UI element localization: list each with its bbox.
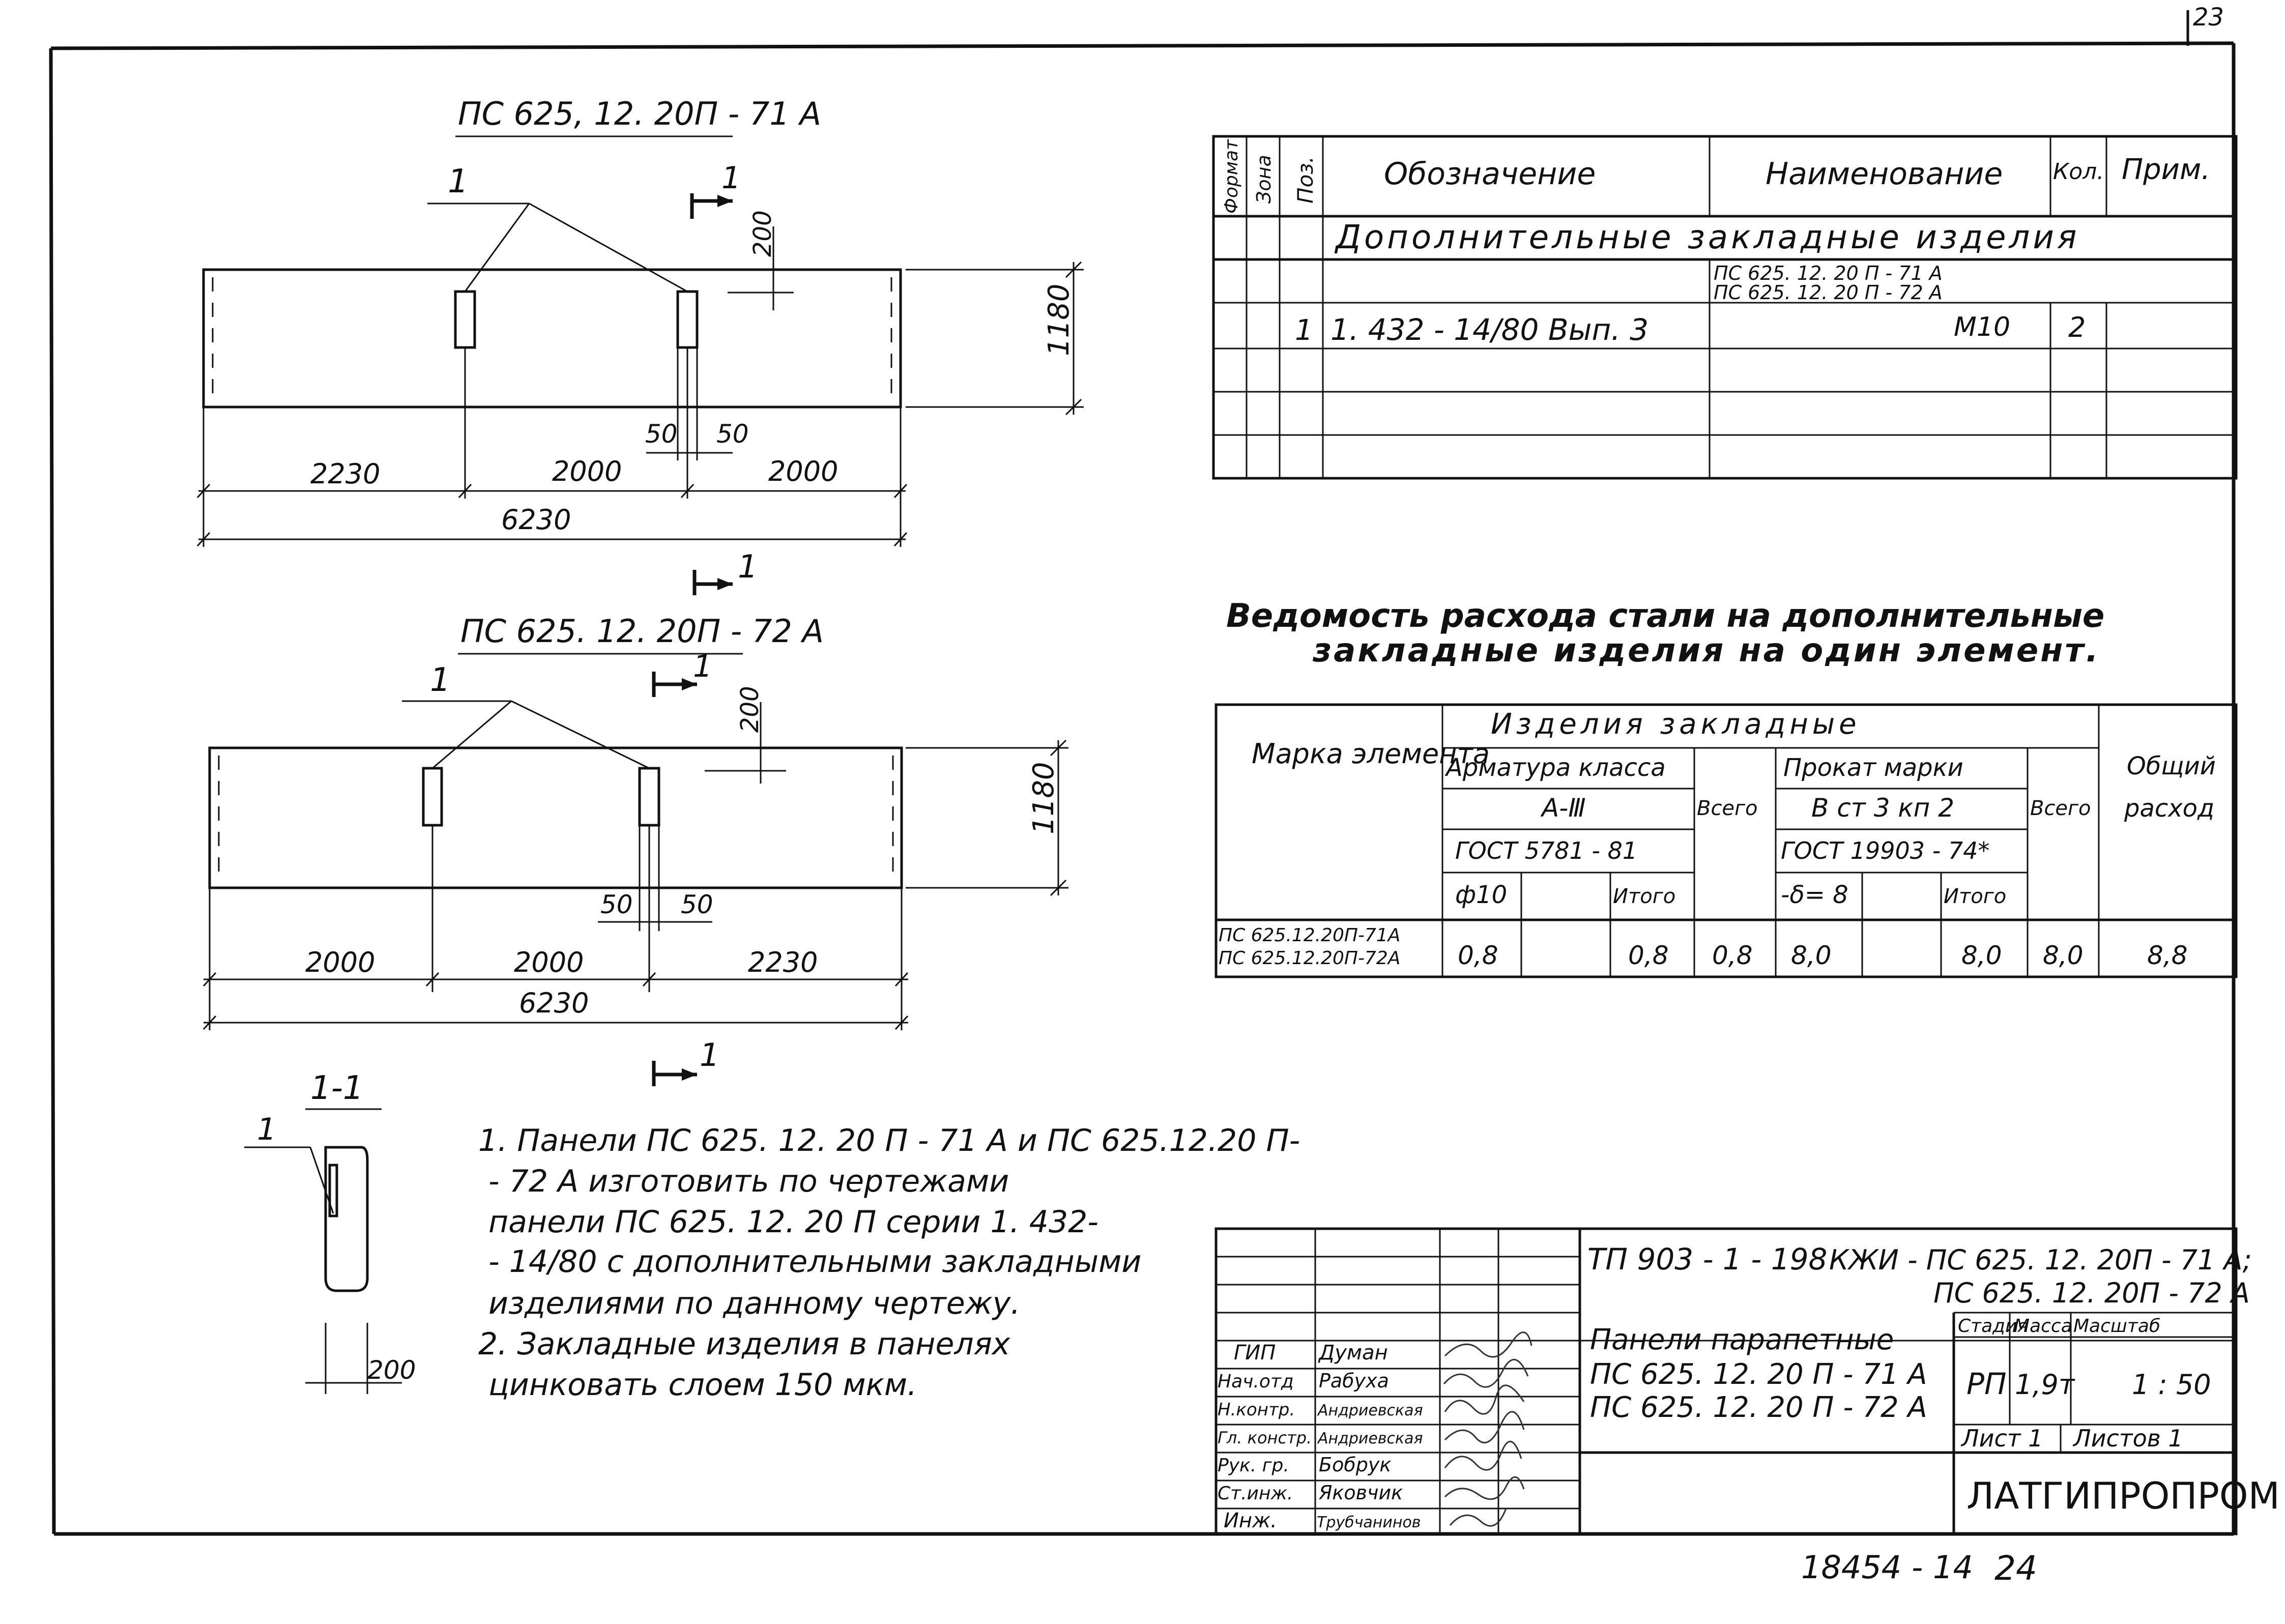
tb-name-3: ПС 625. 12. 20 П - 72 А bbox=[1590, 1391, 1927, 1424]
tb-sheets: Листов 1 bbox=[2073, 1425, 2183, 1452]
steel-h-rolled-grade: В ст 3 кп 2 bbox=[1811, 793, 1955, 823]
note-line-6: 2. Закладные изделия в панелях bbox=[478, 1326, 1010, 1362]
tb-role-4: Гл. констр. bbox=[1218, 1428, 1312, 1447]
tb-role-3: Н.контр. bbox=[1218, 1400, 1295, 1420]
bottom-total: 6230 bbox=[519, 987, 589, 1019]
spec-col-format: Формат bbox=[1221, 139, 1242, 214]
tb-person-1: Думан bbox=[1319, 1341, 1388, 1365]
tb-scale-header: Масштаб bbox=[2073, 1316, 2161, 1337]
top-total: 6230 bbox=[501, 504, 571, 536]
tb-person-5: Бобрук bbox=[1319, 1454, 1392, 1476]
notes bbox=[478, 1123, 1300, 1403]
steel-title-line-2: закладные изделия на один элемент. bbox=[1313, 632, 2100, 670]
tb-person-2: Рабуха bbox=[1319, 1370, 1389, 1392]
tb-sheet: Лист 1 bbox=[1961, 1425, 2043, 1452]
bottom-gap-right: 50 bbox=[681, 890, 713, 919]
steel-v-phi10: 0,8 bbox=[1458, 941, 1498, 970]
steel-h-mark: Марка элемента bbox=[1252, 738, 1490, 770]
spec-col-pos: Поз. bbox=[1293, 156, 1318, 204]
steel-h-delta: -δ= 8 bbox=[1781, 881, 1848, 909]
top-embed-2 bbox=[678, 292, 697, 347]
tb-role-1: ГИП bbox=[1234, 1341, 1276, 1365]
note-line-3: панели ПС 625. 12. 20 П серии 1. 432- bbox=[488, 1204, 1098, 1240]
top-offset-dim: 200 bbox=[748, 210, 777, 257]
steel-h-all1: Всего bbox=[1697, 797, 1758, 820]
top-gap-left: 50 bbox=[645, 419, 678, 449]
spec-panel-a: ПС 625. 12. 20 П - 71 А bbox=[1714, 262, 1943, 284]
top-embed-1 bbox=[455, 292, 475, 347]
section-view-dim: 200 bbox=[367, 1355, 416, 1385]
spec-table bbox=[1213, 136, 2236, 478]
tb-person-7: Трубчанинов bbox=[1317, 1514, 1421, 1531]
steel-h-total1: Итого bbox=[1613, 885, 1676, 908]
bottom-embed-1 bbox=[423, 768, 442, 825]
top-drawing-title: ПС 625, 12. 20П - 71 А bbox=[458, 95, 821, 132]
spec-col-zone: Зона bbox=[1253, 155, 1275, 204]
spec-item-designation: 1. 432 - 14/80 Вып. 3 bbox=[1330, 312, 1649, 347]
steel-v-all1: 0,8 bbox=[1712, 941, 1753, 970]
section-view-title: 1-1 bbox=[310, 1069, 364, 1107]
bottom-embed-2 bbox=[640, 768, 659, 825]
bottom-gap-left: 50 bbox=[600, 890, 633, 919]
top-seg2: 2000 bbox=[552, 455, 622, 487]
steel-row-mark-2: ПС 625.12.20П-72А bbox=[1219, 948, 1401, 969]
top-seg3: 2000 bbox=[768, 455, 838, 487]
note-line-2: - 72 А изготовить по чертежами bbox=[488, 1164, 1009, 1199]
steel-v-delta: 8,0 bbox=[1791, 941, 1832, 970]
steel-h-rolled: Прокат марки bbox=[1783, 753, 1963, 782]
tb-stage-header: Стадия bbox=[1958, 1316, 2029, 1337]
spec-item-qty: 2 bbox=[2068, 311, 2086, 343]
bottom-seg1: 2000 bbox=[305, 946, 375, 978]
tb-name-1: Панели парапетные bbox=[1590, 1323, 1894, 1356]
tb-kzhi-line-1: КЖИ - ПС 625. 12. 20П - 71 А; bbox=[1829, 1244, 2252, 1276]
tb-person-4: Андриевская bbox=[1318, 1430, 1423, 1447]
tb-mass: 1,9т bbox=[2015, 1369, 2075, 1401]
middle-section-mark bbox=[695, 548, 758, 595]
steel-h-rolled-gost: ГОСТ 19903 - 74* bbox=[1781, 837, 1990, 864]
tb-person-6: Яковчик bbox=[1319, 1482, 1403, 1504]
bottom-seg2: 2000 bbox=[514, 946, 584, 978]
steel-h-phi10: ф10 bbox=[1455, 881, 1508, 909]
top-leader-label: 1 bbox=[448, 163, 469, 200]
spec-col-qty: Кол. bbox=[2053, 159, 2104, 185]
steel-h-items: Изделия закладные bbox=[1491, 708, 1861, 741]
steel-h-rebar-class: А-Ⅲ bbox=[1542, 793, 1586, 823]
spec-col-note: Прим. bbox=[2122, 153, 2211, 186]
steel-h-rebar-gost: ГОСТ 5781 - 81 bbox=[1455, 837, 1638, 864]
spec-panel-b: ПС 625. 12. 20 П - 72 А bbox=[1714, 281, 1943, 304]
spec-item-name: М10 bbox=[1954, 312, 2011, 342]
spec-section-row: Дополнительные закладные изделия bbox=[1336, 219, 2080, 256]
tb-org: ЛАТГИПРОПРОМ bbox=[1966, 1474, 2280, 1517]
tb-mass-header: Масса bbox=[2014, 1316, 2072, 1337]
tb-role-7: Инж. bbox=[1224, 1509, 1277, 1532]
bottom-panel-drawing bbox=[204, 613, 1068, 1030]
tb-role-6: Ст.инж. bbox=[1218, 1483, 1293, 1504]
steel-h-all2: Всего bbox=[2030, 797, 2091, 820]
bottom-offset-dim: 200 bbox=[736, 686, 764, 733]
tb-kzhi-line-2: ПС 625. 12. 20П - 72 А bbox=[1933, 1277, 2250, 1309]
top-gap-right: 50 bbox=[716, 419, 749, 449]
top-height-dim: 1180 bbox=[1043, 283, 1076, 356]
middle-section-mark-label: 1 bbox=[738, 548, 758, 585]
bottom-section-mark-2-label: 1 bbox=[700, 1036, 720, 1074]
steel-h-overall-2: расход bbox=[2124, 794, 2215, 823]
tb-person-3: Андриевская bbox=[1318, 1402, 1423, 1419]
tb-code: ТП 903 - 1 - 198 bbox=[1587, 1242, 1828, 1277]
bottom-height-dim: 1180 bbox=[1027, 762, 1060, 834]
signatures bbox=[1444, 1332, 1531, 1526]
steel-v-overall: 8,8 bbox=[2147, 941, 2188, 970]
note-line-4: - 14/80 с дополнительными закладными bbox=[488, 1244, 1142, 1280]
page-number-fragment: 23 bbox=[2193, 3, 2224, 32]
note-line-7: цинковать слоем 150 мкм. bbox=[488, 1367, 917, 1403]
steel-v-total1: 0,8 bbox=[1628, 941, 1669, 970]
bottom-seg3: 2230 bbox=[748, 946, 818, 978]
steel-title-line-1: Ведомость расхода стали на дополнительные bbox=[1226, 597, 2105, 635]
tb-scale: 1 : 50 bbox=[2132, 1369, 2211, 1401]
steel-row-mark-1: ПС 625.12.20П-71А bbox=[1219, 925, 1401, 946]
bottom-drawing-title: ПС 625. 12. 20П - 72 А bbox=[460, 613, 824, 650]
top-panel-drawing bbox=[197, 95, 1084, 547]
title-block bbox=[1216, 1229, 2280, 1534]
bottom-section-mark bbox=[654, 1036, 719, 1086]
spec-item-pos: 1 bbox=[1295, 314, 1313, 347]
tb-stage: РП bbox=[1966, 1367, 2007, 1401]
section-view-1-1 bbox=[244, 1069, 416, 1394]
note-line-5: изделиями по данному чертежу. bbox=[488, 1286, 1021, 1321]
tb-role-5: Рук. гр. bbox=[1218, 1455, 1289, 1476]
section-view-leader-label: 1 bbox=[257, 1112, 277, 1147]
steel-h-rebar: Арматура класса bbox=[1446, 753, 1666, 782]
steel-h-total2: Итого bbox=[1944, 885, 2007, 908]
archive-number: 18454 - 14 bbox=[1801, 1549, 1973, 1586]
archive-page: 24 bbox=[1994, 1549, 2037, 1588]
spec-col-designation: Обозначение bbox=[1384, 156, 1596, 192]
steel-h-overall-1: Общий bbox=[2127, 752, 2216, 780]
bottom-section-mark-label: 1 bbox=[693, 649, 713, 684]
top-seg1: 2230 bbox=[310, 458, 381, 490]
tb-name-2: ПС 625. 12. 20 П - 71 А bbox=[1590, 1358, 1927, 1391]
steel-v-all2: 8,0 bbox=[2043, 941, 2084, 970]
bottom-leader-label: 1 bbox=[430, 661, 451, 699]
top-section-mark-label: 1 bbox=[721, 160, 741, 196]
steel-table bbox=[1216, 705, 2236, 977]
note-line-1: 1. Панели ПС 625. 12. 20 П - 71 А и ПС 625.12.20 П- bbox=[478, 1123, 1300, 1158]
spec-col-name: Наименование bbox=[1766, 156, 2003, 192]
tb-role-2: Нач.отд bbox=[1218, 1371, 1294, 1392]
steel-v-total2: 8,0 bbox=[1961, 941, 2002, 970]
